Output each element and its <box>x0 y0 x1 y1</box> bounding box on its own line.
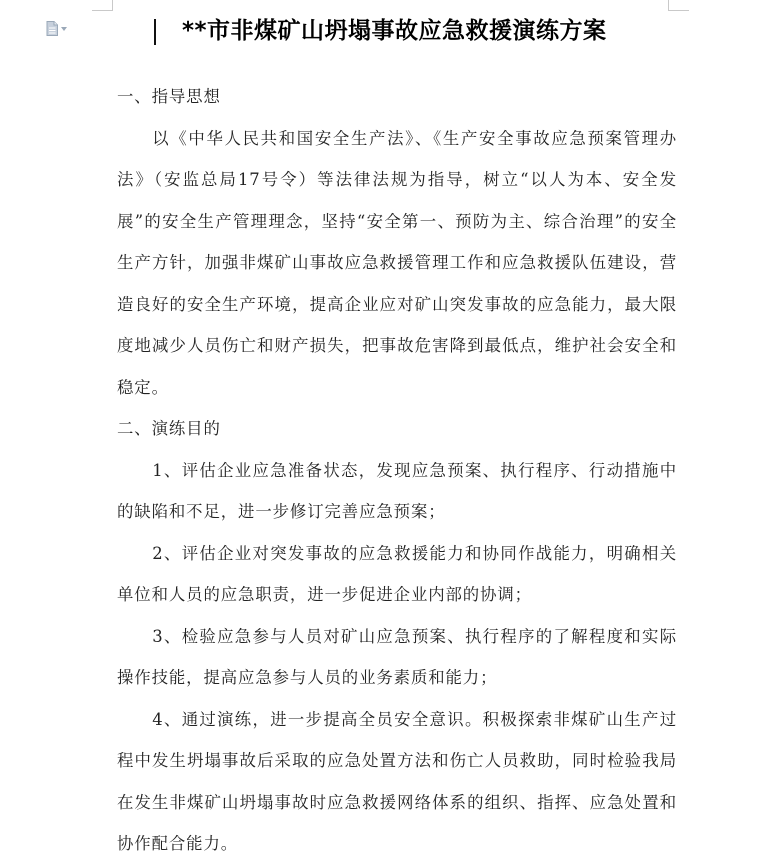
document-title[interactable]: **市非煤矿山坍塌事故应急救援演练方案 <box>182 18 607 44</box>
text-cursor <box>154 19 156 45</box>
section-heading[interactable]: 二、演练目的 <box>117 419 221 438</box>
crop-mark-top-left <box>92 0 113 11</box>
chevron-down-icon <box>61 27 67 31</box>
paragraph[interactable]: 1、评估企业应急准备状态，发现应急预案、执行程序、行动措施中的缺陷和不足，进一步修订完善应急预案； <box>117 460 677 521</box>
paragraph[interactable]: 3、检验应急参与人员对矿山应急预案、执行程序的了解程度和实际操作技能，提高应急参与人员的业务素质和能力； <box>117 626 677 687</box>
paragraph[interactable]: 以《中华人民共和国安全生产法》、《生产安全事故应急预案管理办法》（安监总局17号令）等法律法规为指导，树立“以人为本、安全发展”的安全生产管理理念，坚持“安全第一、预防为主、综合治理”的安全生产方针，加强非煤矿山事故应急救援管理工作和应急救援队伍建设，营造良好的安全生产环境，提高企业应对矿山突发事故的应急能力，最大限度地减少人员伤亡和财产损失，把事故危害降到最低点，维护社会安全和稳定。 <box>117 128 677 397</box>
section-heading[interactable]: 一、指导思想 <box>117 87 221 106</box>
document-icon <box>46 21 58 36</box>
paragraph[interactable]: 4、通过演练，进一步提高全员安全意识。积极探索非煤矿山生产过程中发生坍塌事故后采取的应急处置方法和伤亡人员救助，同时检验我局在发生非煤矿山坍塌事故时应急救援网络体系的组织、指挥、应急处置和协作配合能力。 <box>117 709 677 853</box>
crop-mark-top-right <box>668 0 689 11</box>
document-menu-button[interactable] <box>46 21 67 36</box>
paragraph[interactable]: 2、评估企业对突发事故的应急救援能力和协同作战能力，明确相关单位和人员的应急职责，进一步促进企业内部的协调； <box>117 543 677 604</box>
document-body[interactable] <box>117 76 677 862</box>
